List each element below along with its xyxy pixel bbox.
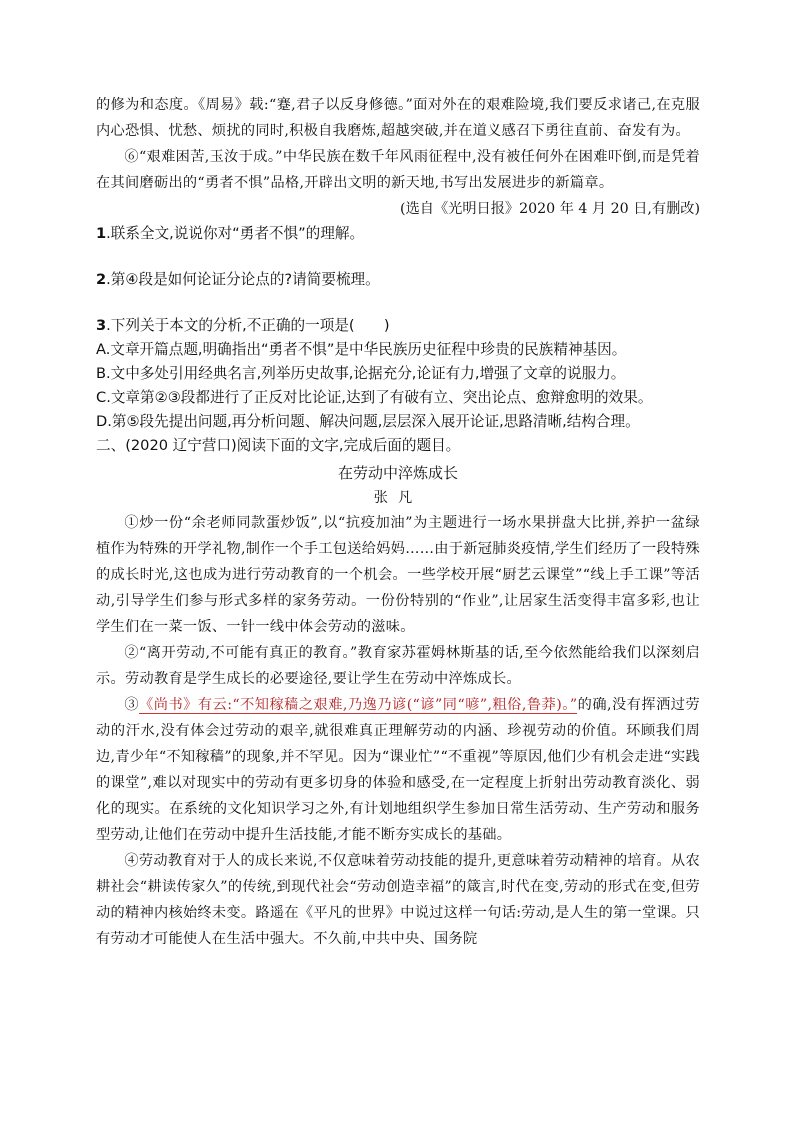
question-3-options: [96, 338, 700, 434]
article-paragraph-2: ②“离开劳动,不可能有真正的教育。”教育家苏霍姆林斯基的话,至今依然能给我们以深刻启示。劳动教育是学生成长的必要途径,要让学生在劳动中淬炼成长。: [96, 645, 700, 687]
passage-paragraph-6: ⑥“艰难困苦,玉汝于成。”中华民族在数千年风雨征程中,没有被任何外在困难吓倒,而是凭着在其间磨砺出的“勇者不惧”品格,开辟出文明的新天地,书写出发展进步的新篇章。: [96, 149, 700, 191]
passage-paragraph-continued: 的修为和态度。《周易》载:“蹇,君子以反身修德。”面对外在的艰难险境,我们要反求诸己,在克服内心恐惧、忧愁、烦扰的同时,积极自我磨炼,超越突破,并在道义感召下勇往直前、奋发有为。: [96, 97, 700, 139]
question-3: 3.下列关于本文的分析,不正确的一项是( ): [96, 317, 390, 334]
option-b: B.文中多处引用经典名言,列举历史故事,论据充分,论证有力,增强了文章的说服力。: [96, 365, 626, 382]
article-paragraph-3: ③《尚书》有云:“不知稼穑之艰难,乃逸乃谚(“谚”同“喭”,粗俗,鲁莽)。”的确,没有挥洒过劳动的汗水,没有体会过劳动的艰辛,就很难真正理解劳动的内涵、珍视劳动的价值。环顾我们周边,青少年“不知稼穑”的现象,并不罕见。因为“课业忙”“不重视”等原因,他们少有机会走进“实践的课堂”,难以对现实中的劳动有更多切身的体验和感受,在一定程度上折射出劳动教育淡化、弱化的现实。在系统的文化知识学习之外,有计划地组织学生参加日常生活劳动、生产劳动和服务型劳动,让他们在劳动中提升生活技能,才能不断夯实成长的基础。: [96, 697, 700, 843]
answer-space: [96, 292, 700, 314]
article-paragraph-1: ①炒一份“余老师同款蛋炒饭”,以“抗疫加油”为主题进行一场水果拼盘大比拼,养护一盆绿植作为特殊的开学礼物,制作一个手工包送给妈妈……由于新冠肺炎疫情,学生们经历了一段特殊的成长时光,这也成为进行劳动教育的一个机会。一些学校开展“厨艺云课堂”“线上手工课”等活动,引导学生们参与形式多样的家务劳动。一份份特别的“作业”,让居家生活变得丰富多彩,也让学生们在一菜一饭、一针一线中体会劳动的滋味。: [96, 515, 700, 635]
article-title: 在劳动中淬炼成长: [337, 464, 458, 482]
underlined-quotation: 《尚书》有云:“不知稼穑之艰难,乃逸乃谚(“谚”同“喭”,粗俗,鲁莽)。”: [139, 697, 578, 713]
passage-source: (选自《光明日报》2020 年 4 月 20 日,有删改): [400, 201, 700, 217]
question-1: 1.联系全文,说说你对“勇者不惧”的理解。: [96, 225, 365, 242]
question-2: 2.第④段是如何论证分论点的?请简要梳理。: [96, 271, 380, 288]
option-d: D.第⑤段先提出问题,再分析问题、解决问题,层层深入展开论证,思路清晰,结构合理。: [96, 413, 640, 430]
article-paragraph-4: ④劳动教育对于人的成长来说,不仅意味着劳动技能的提升,更意味着劳动精神的培育。从农耕社会“耕读传家久”的传统,到现代社会“劳动创造幸福”的箴言,时代在变,劳动的形式在变,但劳动的精神内核始终未变。路遥在《平凡的世界》中说过这样一句话:劳动,是人生的第一堂课。只有劳动才可能使人在生活中强大。不久前,中共中央、国务院: [96, 853, 700, 947]
section-heading: 二、(2020 辽宁营口)阅读下面的文字,完成后面的题目。: [96, 437, 461, 454]
article-author: 张凡: [373, 490, 423, 506]
option-a: A.文章开篇点题,明确指出“勇者不惧”是中华民族历史征程中珍贵的民族精神基因。: [96, 341, 627, 358]
answer-space: [96, 246, 700, 268]
document-page: [96, 92, 700, 952]
option-c: C.文章第②③段都进行了正反对比论证,达到了有破有立、突出论点、愈辩愈明的效果。: [96, 389, 653, 406]
